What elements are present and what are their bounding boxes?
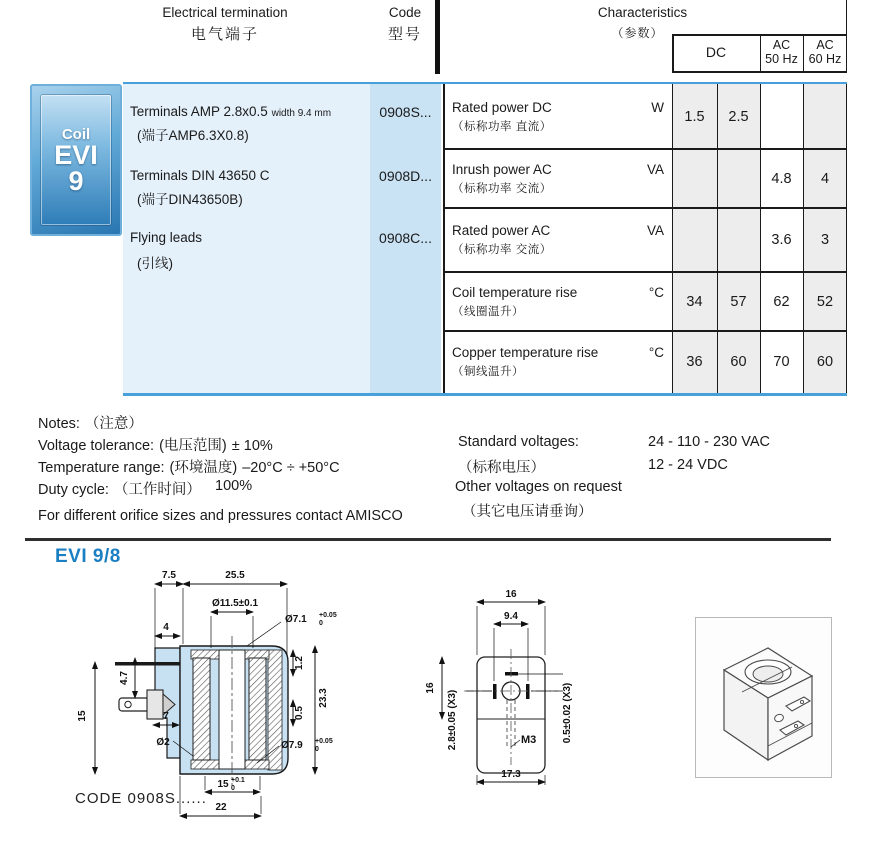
char-row-2-en: Inrush power AC [452,161,552,177]
char-row-4 [443,272,847,331]
char-row-1-label [452,100,664,134]
header-electrical-termination-zh: 电气端子 [190,26,259,43]
section-divider [25,538,831,541]
notes-voltage-tolerance [38,434,278,455]
char-row-2-ac50: 4.8 [771,170,792,187]
header-divider-bar [435,0,440,74]
col-header-ac50-line2: 50 Hz [765,52,798,67]
dim-7-9-up: +0.05 [315,738,333,745]
char-row-2-ac60: 4 [820,170,830,187]
badge-model-label: EVI [54,139,98,170]
body-border-h4 [443,330,847,332]
termination-1-note: width 9.4 mm [271,108,332,119]
char-row-4-dc1: 34 [686,293,703,310]
dim-15b-up: +0.1 [231,777,245,784]
notes-temperature-range [38,456,345,477]
col-header-ac50 [760,38,803,67]
char-row-1-dc1: 1.5 [684,108,705,125]
notes-title-zh: （注意） [84,416,143,432]
header-electrical-termination-en: Electrical termination [162,5,288,20]
slot-right [526,684,530,699]
char-row-5-en: Copper temperature rise [452,345,599,360]
voltage-tolerance-label: Voltage tolerance: [38,438,155,454]
termination-row [130,168,270,183]
char-row-2-dc2 [717,149,760,208]
body-border-v3 [760,84,762,393]
winding-right [249,658,266,760]
orifice-note: For different orifice sizes and pressures contact AMISCO [38,508,403,524]
dim-22: 22 [215,802,227,813]
termination-3-zh: (引线) [137,256,173,271]
char-row-5-zh: （铜线温升） [452,366,524,378]
char-row-4-ac50: 62 [773,293,790,310]
standard-voltages-label: Standard voltages: [458,434,579,450]
table-bottom-blue-line [123,393,847,396]
char-row-4-en: Coil temperature rise [452,284,578,300]
termination-2-zh: (端子DIN43650B) [137,192,243,207]
termination-row [130,230,202,245]
dim-0-5-02: 0.5±0.02 (X3) [562,682,573,744]
char-row-1-dc2: 2.5 [728,108,749,125]
shell-hatch [268,650,282,770]
dim-7-9: Ø7.9 [281,740,303,751]
char-row-4-zh: （线圈温升） [452,305,524,318]
body-border-v2 [717,84,719,393]
drawing-title: EVI 9/8 [55,546,121,567]
char-row-5-ac60: 60 [816,354,834,370]
char-row-4-dc2: 57 [730,293,747,310]
dim-2-8: 2.8±0.05 (X3) [447,689,458,751]
code-value-1: 0908S... [379,104,432,120]
dim-15: 15 [77,710,88,722]
dim-2: Ø2 [156,737,170,748]
char-row-5-label [452,345,664,379]
char-row-3-ac60: 3 [820,232,830,248]
dim-4-7: 4.7 [119,671,130,685]
dim-7-1-dn: 0 [319,620,323,627]
notes-duty-cycle [38,478,206,499]
code-value-3: 0908C... [379,230,432,246]
slot-top [505,672,518,676]
dim-15b: 15 [217,779,229,790]
dim-7-1-up: +0.05 [319,612,337,619]
char-row-1 [443,84,847,149]
dim-7: 7 [163,711,169,722]
char-row-1-ac60 [803,84,847,149]
dim-7-1: Ø7.1 [285,614,307,625]
standard-voltages-zh: （标称电压） [458,460,545,476]
header-characteristics-zh: （参数） [611,26,664,40]
col-header-ac50-line1: AC [772,38,791,52]
termination-1-zh: (端子AMP6.3X0.8) [137,128,249,143]
header-code-zh: 型号 [387,26,422,43]
col-header-ac60-line2: 60 Hz [808,52,842,67]
temperature-range-label: Temperature range: [38,460,165,476]
char-row-1-en: Rated power DC [452,99,552,115]
nut [147,690,163,719]
voltage-tolerance-value: ± 10% [231,438,273,454]
char-row-4-unit: °C [648,284,664,300]
char-row-4-label [452,285,664,319]
char-row-5-dc2: 60 [730,354,747,370]
isometric-coil-drawing [696,618,831,777]
termination-1-en: Terminals AMP 2.8x0.5 [130,104,268,119]
voltage-tolerance-zh: (电压范围) [159,438,227,454]
char-row-3-unit: VA [646,223,664,238]
dim-25-5: 25.5 [225,570,245,581]
top-lead [115,662,180,666]
coil-badge-face [41,95,111,225]
other-voltages-zh: （其它电压请垂询） [462,504,593,520]
char-row-3-ac50: 3.6 [771,232,792,248]
body-border-v0 [443,84,445,393]
body-border-v1 [672,84,674,393]
char-row-3 [443,208,847,272]
notes-title [38,412,148,433]
col-header-ac60 [803,38,847,67]
dim-16-left: 16 [425,682,436,694]
standard-voltages-vac: 24 - 110 - 230 VAC [648,434,770,450]
char-row-3-dc2 [717,208,760,272]
body-border-v4 [803,84,805,393]
termination-row [130,104,331,119]
char-row-2-unit: VA [646,161,664,177]
dim-1-2: 1.2 [294,656,305,670]
duty-cycle-label: Duty cycle: [38,482,109,498]
char-row-5-unit: °C [648,345,664,360]
dim-9-4: 9.4 [504,611,518,622]
dim-16-top: 16 [505,589,517,600]
char-row-3-dc1 [672,208,717,272]
col-header-ac60-line1: AC [816,38,834,52]
char-row-2 [443,149,847,208]
dim-m3: M3 [521,734,537,746]
char-row-3-label [452,223,664,257]
coil-badge [30,84,122,236]
termination-3-en: Flying leads [130,230,203,245]
char-row-2-label [452,162,664,196]
slot-left [493,684,497,699]
char-row-1-zh: （标称功率 直流） [452,120,552,133]
header-characteristics-en: Characteristics [597,5,688,20]
col-header-dc: DC [705,44,727,60]
duty-cycle-value: 100% [215,478,253,494]
notes-title-en: Notes: [38,416,80,432]
body-border-h1 [443,148,847,150]
badge-size-label: 9 [68,165,84,196]
standard-voltages-vdc: 12 - 24 VDC [648,457,728,473]
char-row-1-unit: W [651,99,664,115]
body-border-h2 [443,207,847,209]
dim-17-3: 17.3 [501,769,521,780]
dim-15b-dn: 0 [231,785,235,792]
dim-7-5: 7.5 [162,570,176,581]
temperature-range-value: –20°C ÷ +50°C [242,460,340,476]
dim-11-5: Ø11.5±0.1 [211,598,259,609]
winding-left [193,658,210,760]
drawing-code-caption: CODE 0908S...... [75,790,207,807]
duty-cycle-zh: （工作时间） [113,482,201,498]
dim-4: 4 [163,622,169,633]
body-border-v5 [846,84,848,393]
dim-23-3: 23.3 [318,688,329,708]
top-view-drawing [420,585,690,800]
char-row-3-zh: （标称功率 交流） [452,244,552,256]
temperature-range-zh: (环境温度) [169,460,238,476]
badge-coil-label: Coil [61,125,91,143]
char-row-2-zh: （标称功率 交流） [452,182,552,195]
char-row-2-dc1 [672,149,717,208]
dim-0-5: 0.5 [294,706,305,720]
body-border-h3 [443,271,847,273]
char-row-4-ac60: 52 [816,293,834,310]
code-value-2: 0908D... [379,168,432,184]
other-voltages-en: Other voltages on request [455,479,622,495]
header-code-en: Code [388,5,422,20]
isometric-view-box [695,617,832,778]
dim-7-9-dn: 0 [315,746,319,753]
char-row-5-dc1: 36 [686,354,703,370]
char-row-5-ac50: 70 [773,354,790,370]
char-row-3-en: Rated power AC [452,223,551,238]
char-row-1-ac50 [760,84,803,149]
termination-2-en: Terminals DIN 43650 C [130,168,270,183]
char-row-5 [443,331,847,393]
